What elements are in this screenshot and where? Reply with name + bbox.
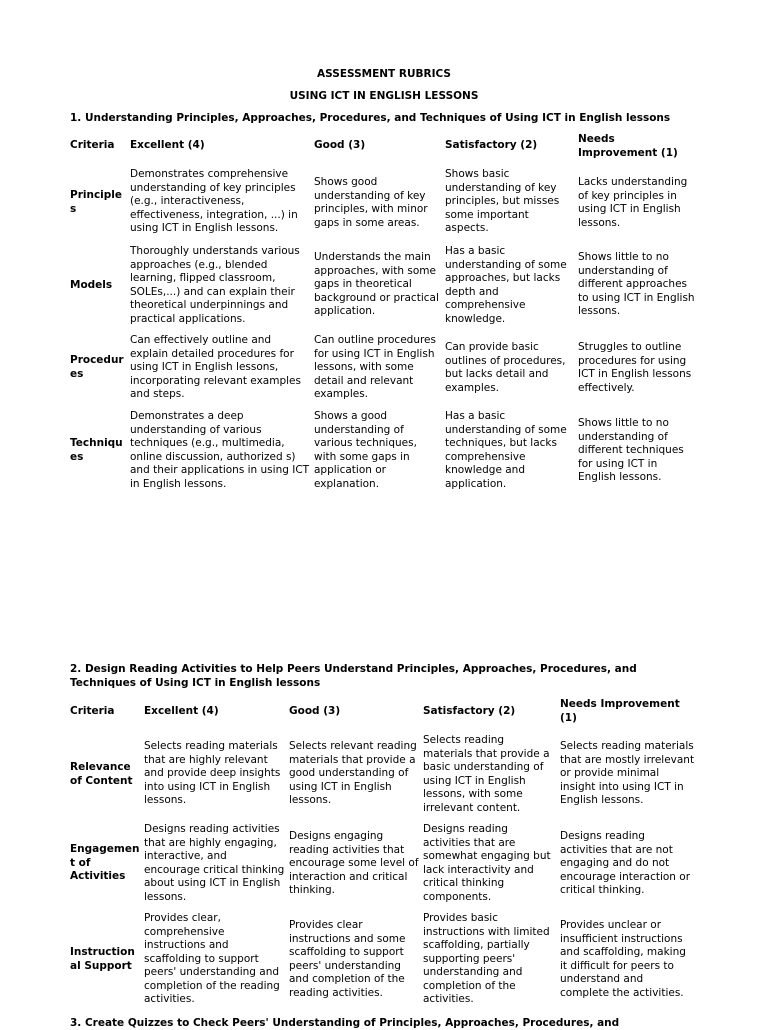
s1-row2-good: Understands the main approaches, with some gaps in theoretical background or practical application. <box>314 251 439 317</box>
s2-row2-satisfactory: Designs reading activities that are somewhat engaging but lack interactivity and critical thinking components. <box>423 823 551 903</box>
s1-row2-satisfactory: Has a basic understanding of some approaches, but lacks depth and comprehensive knowledge. <box>445 245 567 325</box>
s2-row1-needs: Selects reading materials that are mostly irrelevant or provide minimal insight into using ICT in English lessons. <box>560 740 695 806</box>
s1-row1-excellent: Demonstrates comprehensive understanding of key principles (e.g., interactiveness, effectiveness, integration, ...) in using ICT in English lessons. <box>130 168 298 234</box>
s1-header-criteria: Criteria <box>70 139 115 151</box>
s2-header-good: Good (3) <box>289 705 341 717</box>
s1-header-good: Good (3) <box>314 139 366 151</box>
s2-row1-excellent: Selects reading materials that are highly relevant and provide deep insights into using ICT in English lessons. <box>144 740 281 806</box>
s1-row1-satisfactory: Shows basic understanding of key principles, but misses some important aspects. <box>445 168 560 234</box>
s1-row2-excellent: Thoroughly understands various approaches (e.g., blended learning, flipped classroom, SOLEs,...) and can explain their theoretical underpinnings and practical applications. <box>130 245 300 325</box>
s2-row2-criteria: Engagemen t of Activities <box>70 843 140 882</box>
s1-header-satisfactory: Satisfactory (2) <box>445 139 538 151</box>
s1-row4-excellent: Demonstrates a deep understanding of various techniques (e.g., multimedia, online discussion, authorized s) and their applications in using ICT in English lessons. <box>130 410 310 490</box>
s2-header-criteria: Criteria <box>70 705 115 717</box>
s1-header-excellent: Excellent (4) <box>130 139 205 151</box>
s1-row1-criteria: Principle s <box>70 189 123 215</box>
s1-row1-good: Shows good understanding of key principles, with minor gaps in some areas. <box>314 176 428 229</box>
s2-row3-criteria: Instruction al Support <box>70 946 135 972</box>
s2-row2-needs: Designs reading activities that are not engaging and do not encourage interaction or critical thinking. <box>560 830 691 896</box>
s1-row4-satisfactory: Has a basic understanding of some techniques, but lacks comprehensive knowledge and application. <box>445 410 567 490</box>
s1-row3-criteria: Procedur es <box>70 354 124 380</box>
s1-row2-criteria: Models <box>70 279 113 291</box>
s2-header-excellent: Excellent (4) <box>144 705 219 717</box>
s2-row3-satisfactory: Provides basic instructions with limited scaffolding, partially supporting peers' understanding and completion of the activities. <box>423 912 550 1005</box>
section-1-title: 1. Understanding Principles, Approaches, Procedures, and Techniques of Using ICT in English lessons <box>70 112 671 124</box>
s2-header-satisfactory: Satisfactory (2) <box>423 705 516 717</box>
s2-row1-criteria: Relevance of Content <box>70 761 133 787</box>
s1-row4-criteria: Techniqu es <box>70 437 123 463</box>
s1-row3-excellent: Can effectively outline and explain detailed procedures for using ICT in English lessons, incorporating relevant examples and steps. <box>130 334 301 400</box>
s2-row1-satisfactory: Selects reading materials that provide a basic understanding of using ICT in English lessons, with some irrelevant content. <box>423 734 550 814</box>
section-3-title: 3. Create Quizzes to Check Peers' Understanding of Principles, Approaches, Procedures, and <box>70 1017 620 1029</box>
s2-row3-good: Provides clear instructions and some scaffolding to support peers' understanding and completion of the reading activities. <box>289 919 406 999</box>
s1-row3-good: Can outline procedures for using ICT in English lessons, with some detail and relevant examples. <box>314 334 436 400</box>
s1-row3-satisfactory: Can provide basic outlines of procedures, but lacks detail and examples. <box>445 341 566 394</box>
document-subtitle: USING ICT IN ENGLISH LESSONS <box>289 90 479 102</box>
s2-row1-good: Selects relevant reading materials that provide a good understanding of using ICT in English lessons. <box>289 740 417 806</box>
s1-row1-needs: Lacks understanding of key principles in using ICT in English lessons. <box>578 176 688 229</box>
s1-row3-needs: Struggles to outline procedures for using ICT in English lessons effectively. <box>578 341 692 394</box>
s2-header-needs-improvement: Needs Improvement (1) <box>560 698 680 724</box>
s1-header-needs-improvement: Needs Improvement (1) <box>578 133 678 159</box>
s2-row2-good: Designs engaging reading activities that encourage some level of interaction and critical thinking. <box>289 830 419 896</box>
s1-row4-good: Shows a good understanding of various techniques, with some gaps in application or explanation. <box>314 410 417 490</box>
s1-row2-needs: Shows little to no understanding of different approaches to using ICT in English lessons. <box>578 251 695 317</box>
s2-row3-excellent: Provides clear, comprehensive instructions and scaffolding to support peers' understanding and completion of the reading activities. <box>144 912 280 1005</box>
document-title: ASSESSMENT RUBRICS <box>317 68 451 80</box>
s1-row4-needs: Shows little to no understanding of different techniques for using ICT in English lessons. <box>578 417 684 483</box>
s2-row3-needs: Provides unclear or insufficient instructions and scaffolding, making it difficult for peers to understand and complete the activities. <box>560 919 686 999</box>
s2-row2-excellent: Designs reading activities that are highly engaging, interactive, and encourage critical thinking about using ICT in English lessons. <box>144 823 285 903</box>
section-2-title: 2. Design Reading Activities to Help Peers Understand Principles, Approaches, Procedures, and Techniques of Using ICT in English lessons <box>70 663 637 689</box>
